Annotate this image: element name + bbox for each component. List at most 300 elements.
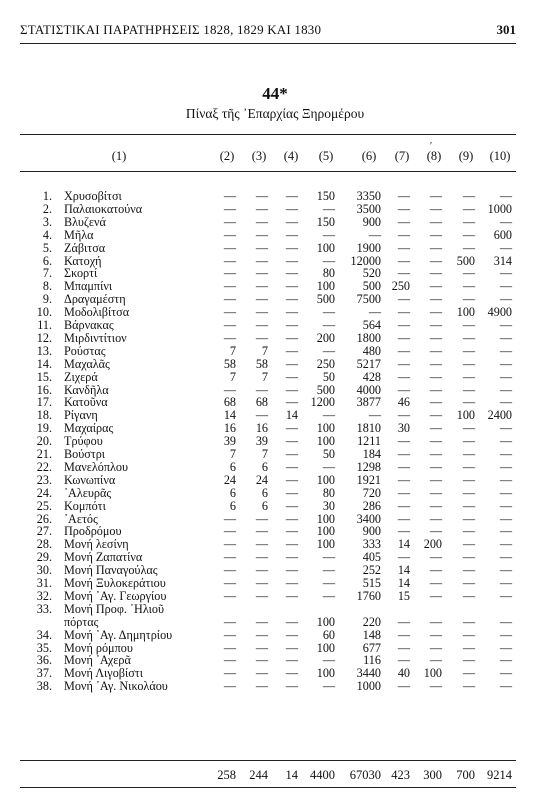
place-name: Κανδῆλα bbox=[64, 382, 109, 397]
table-cell: — bbox=[462, 201, 475, 216]
table-cell: — bbox=[255, 679, 268, 694]
table-cell: 515 bbox=[362, 576, 381, 590]
table-cell: 16 bbox=[255, 421, 268, 436]
column-mark: ʹ bbox=[430, 141, 433, 152]
table-cell: — bbox=[462, 614, 475, 629]
table-row bbox=[0, 358, 550, 371]
table-cell: — bbox=[397, 253, 410, 268]
table-cell: — bbox=[429, 356, 442, 371]
table-cell: — bbox=[462, 627, 475, 642]
table-cell: — bbox=[462, 214, 475, 229]
table-cell: — bbox=[285, 640, 298, 655]
place-name: Βούστρι bbox=[64, 447, 106, 461]
table-cell: — bbox=[285, 459, 298, 474]
table-cell: 24 bbox=[223, 472, 236, 487]
table-cell: — bbox=[429, 434, 442, 449]
table-cell: — bbox=[285, 666, 298, 681]
place-name: Κωνωπίνα bbox=[64, 472, 116, 487]
table-cell: 4900 bbox=[487, 305, 512, 320]
table-cell: — bbox=[499, 421, 512, 436]
table-cell: — bbox=[285, 472, 298, 487]
table-cell: 500 bbox=[456, 253, 475, 268]
table-cell: — bbox=[223, 253, 236, 268]
table-cell: — bbox=[285, 305, 298, 320]
table-cell: — bbox=[499, 537, 512, 552]
table-cell: — bbox=[429, 498, 442, 513]
running-title: ΣΤΑΤΙΣΤΙΚΑΙ ΠΑΡΑΤΗΡΗΣΕΙΣ 1828, 1829 ΚΑΙ 1830 bbox=[20, 22, 322, 37]
place-name: Ζιχερά bbox=[64, 369, 98, 384]
table-cell: — bbox=[462, 369, 475, 384]
row-number: 29. bbox=[36, 550, 52, 565]
table-cell: — bbox=[499, 240, 512, 255]
table-cell: — bbox=[429, 485, 442, 500]
place-name: Μαχαλᾶς bbox=[64, 356, 110, 371]
table-cell: 220 bbox=[362, 614, 381, 629]
table-cell: — bbox=[397, 653, 410, 668]
table-cell: — bbox=[429, 330, 442, 345]
table-cell: — bbox=[397, 292, 410, 307]
table-row bbox=[0, 590, 550, 603]
table-cell: 15 bbox=[397, 588, 410, 603]
table-cell: — bbox=[429, 201, 442, 216]
place-name: Κομπότι bbox=[64, 498, 106, 513]
table-cell: — bbox=[223, 266, 236, 281]
table-cell: — bbox=[322, 576, 335, 590]
place-name: Τρύφου bbox=[64, 434, 103, 449]
table-cell: 3500 bbox=[356, 201, 381, 216]
table-cell: — bbox=[255, 305, 268, 320]
table-cell: — bbox=[429, 679, 442, 694]
row-number: 19. bbox=[36, 421, 52, 436]
total-cell: 300 bbox=[423, 768, 442, 782]
table-cell: — bbox=[285, 421, 298, 436]
table-cell: — bbox=[462, 576, 475, 590]
totals-rule bbox=[20, 760, 516, 761]
table-cell: — bbox=[462, 292, 475, 307]
table-cell: — bbox=[462, 640, 475, 655]
row-number: 20. bbox=[36, 434, 52, 449]
table-cell: 6 bbox=[229, 459, 236, 474]
row-number: 9. bbox=[42, 292, 52, 307]
table-cell: 100 bbox=[423, 666, 442, 681]
table-cell: — bbox=[223, 537, 236, 552]
table-cell: — bbox=[462, 563, 475, 578]
table-cell: — bbox=[397, 240, 410, 255]
table-cell: — bbox=[462, 421, 475, 436]
table-cell: — bbox=[429, 227, 442, 242]
table-cell: — bbox=[499, 369, 512, 384]
table-cell: — bbox=[462, 537, 475, 552]
table-cell: 3440 bbox=[356, 666, 381, 681]
row-number: 25. bbox=[36, 498, 52, 513]
row-number: 7. bbox=[42, 266, 52, 281]
table-cell: — bbox=[397, 511, 410, 526]
table-cell: 6 bbox=[229, 498, 236, 513]
table-cell: — bbox=[499, 679, 512, 694]
table-row bbox=[0, 203, 550, 216]
table-cell: — bbox=[462, 279, 475, 294]
place-name: Χρυσοβίτσι bbox=[64, 189, 122, 203]
row-number: 37. bbox=[36, 666, 52, 681]
table-cell: — bbox=[499, 356, 512, 371]
table-cell: — bbox=[397, 679, 410, 694]
table-cell: — bbox=[223, 292, 236, 307]
table-cell: — bbox=[499, 640, 512, 655]
table-cell: — bbox=[429, 240, 442, 255]
table-cell: — bbox=[429, 524, 442, 539]
table-cell: 100 bbox=[316, 472, 335, 487]
table-cell: — bbox=[255, 666, 268, 681]
table-cell: 7 bbox=[261, 369, 268, 384]
table-cell: 100 bbox=[316, 537, 335, 552]
table-cell: — bbox=[462, 356, 475, 371]
table-cell: — bbox=[285, 395, 298, 410]
table-cell: 14 bbox=[397, 563, 410, 578]
table-cell: 7 bbox=[229, 343, 236, 358]
table-cell: — bbox=[285, 382, 298, 397]
table-cell: — bbox=[462, 679, 475, 694]
row-number: 13. bbox=[36, 343, 52, 358]
table-cell: — bbox=[285, 330, 298, 345]
total-cell: 4400 bbox=[310, 768, 335, 782]
column-header: (7) bbox=[394, 149, 410, 163]
table-cell: — bbox=[368, 305, 381, 320]
table-cell: 1211 bbox=[357, 434, 381, 449]
table-cell: 14 bbox=[223, 408, 236, 423]
table-cell: — bbox=[223, 330, 236, 345]
table-row bbox=[0, 603, 550, 616]
table-cell: — bbox=[397, 318, 410, 332]
table-cell: — bbox=[223, 524, 236, 539]
table-cell: — bbox=[499, 485, 512, 500]
table-cell: — bbox=[462, 240, 475, 255]
table-cell: 677 bbox=[362, 640, 381, 655]
table-cell: — bbox=[429, 563, 442, 578]
table-bottom-rule bbox=[20, 787, 516, 788]
table-cell: — bbox=[285, 576, 298, 590]
table-cell: 14 bbox=[285, 408, 298, 423]
table-cell: — bbox=[499, 472, 512, 487]
table-cell: — bbox=[499, 395, 512, 410]
table-cell: — bbox=[499, 330, 512, 345]
place-name: Σκορτί bbox=[64, 266, 98, 281]
total-cell: 423 bbox=[391, 768, 410, 782]
table-cell: — bbox=[255, 318, 268, 332]
table-cell: — bbox=[285, 485, 298, 500]
table-cell: — bbox=[499, 434, 512, 449]
table-cell: — bbox=[255, 279, 268, 294]
table-cell: — bbox=[285, 447, 298, 461]
table-cell: — bbox=[499, 588, 512, 603]
table-cell: — bbox=[285, 279, 298, 294]
place-name: ᾿Αλευρᾶς bbox=[64, 485, 112, 500]
table-cell: — bbox=[255, 189, 268, 203]
table-cell: 60 bbox=[322, 627, 335, 642]
row-number: 26. bbox=[36, 511, 52, 526]
place-name: Μιρδιντίτιον bbox=[64, 330, 127, 345]
place-name: Βάρνακας bbox=[64, 318, 114, 332]
table-cell: 314 bbox=[493, 253, 512, 268]
table-cell: — bbox=[322, 550, 335, 565]
place-name: Δραγαμέστη bbox=[64, 292, 126, 307]
table-cell: 50 bbox=[322, 447, 335, 461]
header-bottom-rule bbox=[20, 171, 516, 172]
table-row bbox=[0, 487, 550, 500]
table-cell: 1921 bbox=[356, 472, 381, 487]
table-cell: 250 bbox=[316, 356, 335, 371]
column-header: (3) bbox=[251, 149, 267, 163]
table-cell: 900 bbox=[362, 214, 381, 229]
table-cell: — bbox=[255, 537, 268, 552]
column-header: (6) bbox=[361, 149, 377, 163]
table-cell: 58 bbox=[255, 356, 268, 371]
table-cell: — bbox=[322, 318, 335, 332]
table-cell: — bbox=[223, 588, 236, 603]
table-number: 44* bbox=[262, 84, 288, 103]
table-cell: — bbox=[462, 550, 475, 565]
table-cell: — bbox=[429, 550, 442, 565]
table-cell: — bbox=[397, 330, 410, 345]
row-number: 27. bbox=[36, 524, 52, 539]
table-cell: — bbox=[499, 189, 512, 203]
table-cell: — bbox=[462, 382, 475, 397]
table-row bbox=[0, 345, 550, 358]
table-cell: — bbox=[429, 421, 442, 436]
table-cell: — bbox=[285, 498, 298, 513]
table-cell: 80 bbox=[322, 485, 335, 500]
table-cell: — bbox=[285, 434, 298, 449]
table-cell: — bbox=[462, 485, 475, 500]
table-cell: — bbox=[429, 279, 442, 294]
table-cell: — bbox=[429, 459, 442, 474]
table-cell: — bbox=[397, 627, 410, 642]
table-cell: 100 bbox=[456, 305, 475, 320]
place-name: Μαχαίρας bbox=[64, 421, 114, 436]
table-cell: — bbox=[499, 653, 512, 668]
row-number: 11. bbox=[37, 318, 52, 332]
table-cell: — bbox=[499, 318, 512, 332]
table-cell: — bbox=[223, 279, 236, 294]
row-number: 17. bbox=[36, 395, 52, 410]
row-number: 18. bbox=[36, 408, 52, 423]
table-cell: 3400 bbox=[356, 511, 381, 526]
table-cell: — bbox=[255, 550, 268, 565]
table-cell: — bbox=[429, 214, 442, 229]
table-cell: 100 bbox=[316, 614, 335, 629]
table-cell: — bbox=[499, 576, 512, 590]
table-cell: — bbox=[322, 227, 335, 242]
table-cell: — bbox=[285, 318, 298, 332]
place-name: Μονή ρόμπου bbox=[64, 640, 133, 655]
table-cell: — bbox=[462, 266, 475, 281]
table-cell: 500 bbox=[316, 382, 335, 397]
place-name: Μονή Προφ. ῾Ηλιοῦ bbox=[64, 601, 164, 616]
table-cell: — bbox=[462, 666, 475, 681]
table-cell: 148 bbox=[362, 627, 381, 642]
table-cell: — bbox=[285, 653, 298, 668]
table-cell: — bbox=[499, 666, 512, 681]
row-number: 1. bbox=[42, 189, 52, 203]
table-cell: 6 bbox=[229, 485, 236, 500]
table-cell: 7 bbox=[261, 343, 268, 358]
row-number: 35. bbox=[36, 640, 52, 655]
table-cell: — bbox=[499, 343, 512, 358]
table-cell: — bbox=[255, 627, 268, 642]
table-cell: — bbox=[499, 627, 512, 642]
table-cell: — bbox=[397, 189, 410, 203]
table-cell: — bbox=[322, 343, 335, 358]
table-cell: — bbox=[397, 498, 410, 513]
table-cell: — bbox=[223, 214, 236, 229]
table-cell: 7500 bbox=[356, 292, 381, 307]
table-cell: — bbox=[429, 640, 442, 655]
table-cell: — bbox=[285, 356, 298, 371]
row-number: 14. bbox=[36, 356, 52, 371]
place-name: Μῆλα bbox=[64, 227, 94, 242]
table-cell: 1000 bbox=[487, 201, 512, 216]
table-cell: 2400 bbox=[487, 408, 512, 423]
row-number: 8. bbox=[42, 279, 52, 294]
table-cell: — bbox=[462, 227, 475, 242]
table-cell: — bbox=[397, 459, 410, 474]
table-cell: — bbox=[499, 550, 512, 565]
table-cell: 40 bbox=[397, 666, 410, 681]
table-cell: 39 bbox=[255, 434, 268, 449]
table-row bbox=[0, 616, 550, 629]
table-cell: — bbox=[462, 343, 475, 358]
table-cell: — bbox=[499, 279, 512, 294]
place-name: ᾿Αετός bbox=[64, 511, 98, 526]
table-cell: 405 bbox=[362, 550, 381, 565]
table-cell: — bbox=[255, 227, 268, 242]
place-name: Μονή ᾿Αχερᾶ bbox=[64, 653, 131, 668]
place-name: Μονή ᾿Αγ. Νικολάου bbox=[64, 679, 168, 694]
table-cell: — bbox=[429, 395, 442, 410]
table-cell: 200 bbox=[316, 330, 335, 345]
table-cell: 6 bbox=[261, 485, 268, 500]
table-cell: — bbox=[397, 524, 410, 539]
table-cell: 46 bbox=[397, 395, 410, 410]
table-cell: — bbox=[397, 434, 410, 449]
table-cell: 600 bbox=[493, 227, 512, 242]
table-cell: — bbox=[322, 588, 335, 603]
table-cell: — bbox=[285, 614, 298, 629]
table-cell: 5217 bbox=[356, 356, 381, 371]
table-cell: — bbox=[223, 640, 236, 655]
table-cell: — bbox=[462, 434, 475, 449]
table-cell: — bbox=[223, 627, 236, 642]
row-number: 36. bbox=[36, 653, 52, 668]
place-name: Κατοχή bbox=[64, 253, 102, 268]
table-cell: — bbox=[499, 614, 512, 629]
table-cell: — bbox=[499, 447, 512, 461]
table-cell: — bbox=[285, 537, 298, 552]
table-cell: — bbox=[255, 511, 268, 526]
table-cell: — bbox=[397, 305, 410, 320]
table-cell: — bbox=[397, 369, 410, 384]
row-number: 38. bbox=[36, 679, 52, 694]
table-cell: — bbox=[285, 524, 298, 539]
table-cell: 3877 bbox=[356, 395, 381, 410]
table-cell: 50 bbox=[322, 369, 335, 384]
running-header bbox=[20, 22, 516, 40]
table-cell: — bbox=[223, 511, 236, 526]
place-name: Μονή Παναγούλας bbox=[64, 563, 158, 578]
table-cell: — bbox=[285, 343, 298, 358]
table-cell: 100 bbox=[316, 434, 335, 449]
table-cell: — bbox=[429, 588, 442, 603]
table-cell: — bbox=[223, 576, 236, 590]
table-cell: — bbox=[255, 408, 268, 423]
row-number: 32. bbox=[36, 588, 52, 603]
table-cell: — bbox=[285, 511, 298, 526]
table-cell: — bbox=[397, 356, 410, 371]
table-cell: 100 bbox=[316, 240, 335, 255]
table-cell: — bbox=[499, 498, 512, 513]
table-cell: — bbox=[429, 653, 442, 668]
table-cell: — bbox=[285, 627, 298, 642]
total-cell: 258 bbox=[217, 768, 236, 782]
table-cell: — bbox=[322, 305, 335, 320]
table-cell: 6 bbox=[261, 498, 268, 513]
table-cell: — bbox=[397, 640, 410, 655]
table-cell: — bbox=[322, 201, 335, 216]
table-cell: 564 bbox=[362, 318, 381, 332]
total-cell: 244 bbox=[249, 768, 268, 782]
table-row bbox=[0, 629, 550, 642]
row-number: 31. bbox=[36, 576, 52, 590]
table-cell: — bbox=[322, 459, 335, 474]
place-name: Μονή ᾿Αγ. Γεωργίου bbox=[64, 588, 167, 603]
place-name: Μονή Ξυλοκεράτιου bbox=[64, 576, 166, 590]
place-name: Μονή Λιγοβίστι bbox=[64, 666, 144, 681]
total-cell: 9214 bbox=[487, 768, 512, 782]
table-cell: — bbox=[255, 563, 268, 578]
row-number: 4. bbox=[42, 227, 52, 242]
table-cell: — bbox=[397, 447, 410, 461]
row-number: 24. bbox=[36, 485, 52, 500]
table-cell: — bbox=[429, 189, 442, 203]
table-cell: — bbox=[285, 266, 298, 281]
table-cell: — bbox=[397, 266, 410, 281]
table-cell: — bbox=[429, 292, 442, 307]
column-header: (8) bbox=[426, 149, 442, 163]
table-cell: — bbox=[223, 653, 236, 668]
table-row bbox=[0, 474, 550, 487]
table-cell: — bbox=[429, 266, 442, 281]
table-cell: 100 bbox=[316, 666, 335, 681]
table-cell: — bbox=[462, 189, 475, 203]
table-cell: — bbox=[499, 214, 512, 229]
row-number: 15. bbox=[36, 369, 52, 384]
table-cell: 500 bbox=[362, 279, 381, 294]
table-cell: — bbox=[255, 640, 268, 655]
table-cell: 252 bbox=[362, 563, 381, 578]
table-cell: — bbox=[397, 472, 410, 487]
column-header: (2) bbox=[219, 149, 235, 163]
table-cell: 3350 bbox=[356, 189, 381, 203]
place-name: Ρούστας bbox=[64, 343, 106, 358]
table-cell: — bbox=[255, 253, 268, 268]
table-cell: 14 bbox=[397, 537, 410, 552]
table-cell: 68 bbox=[255, 395, 268, 410]
table-cell: — bbox=[462, 524, 475, 539]
table-cell: 100 bbox=[316, 421, 335, 436]
place-name: Κατοῦνα bbox=[64, 395, 108, 410]
table-cell: 1810 bbox=[356, 421, 381, 436]
table-cell: — bbox=[255, 266, 268, 281]
table-cell: — bbox=[322, 563, 335, 578]
